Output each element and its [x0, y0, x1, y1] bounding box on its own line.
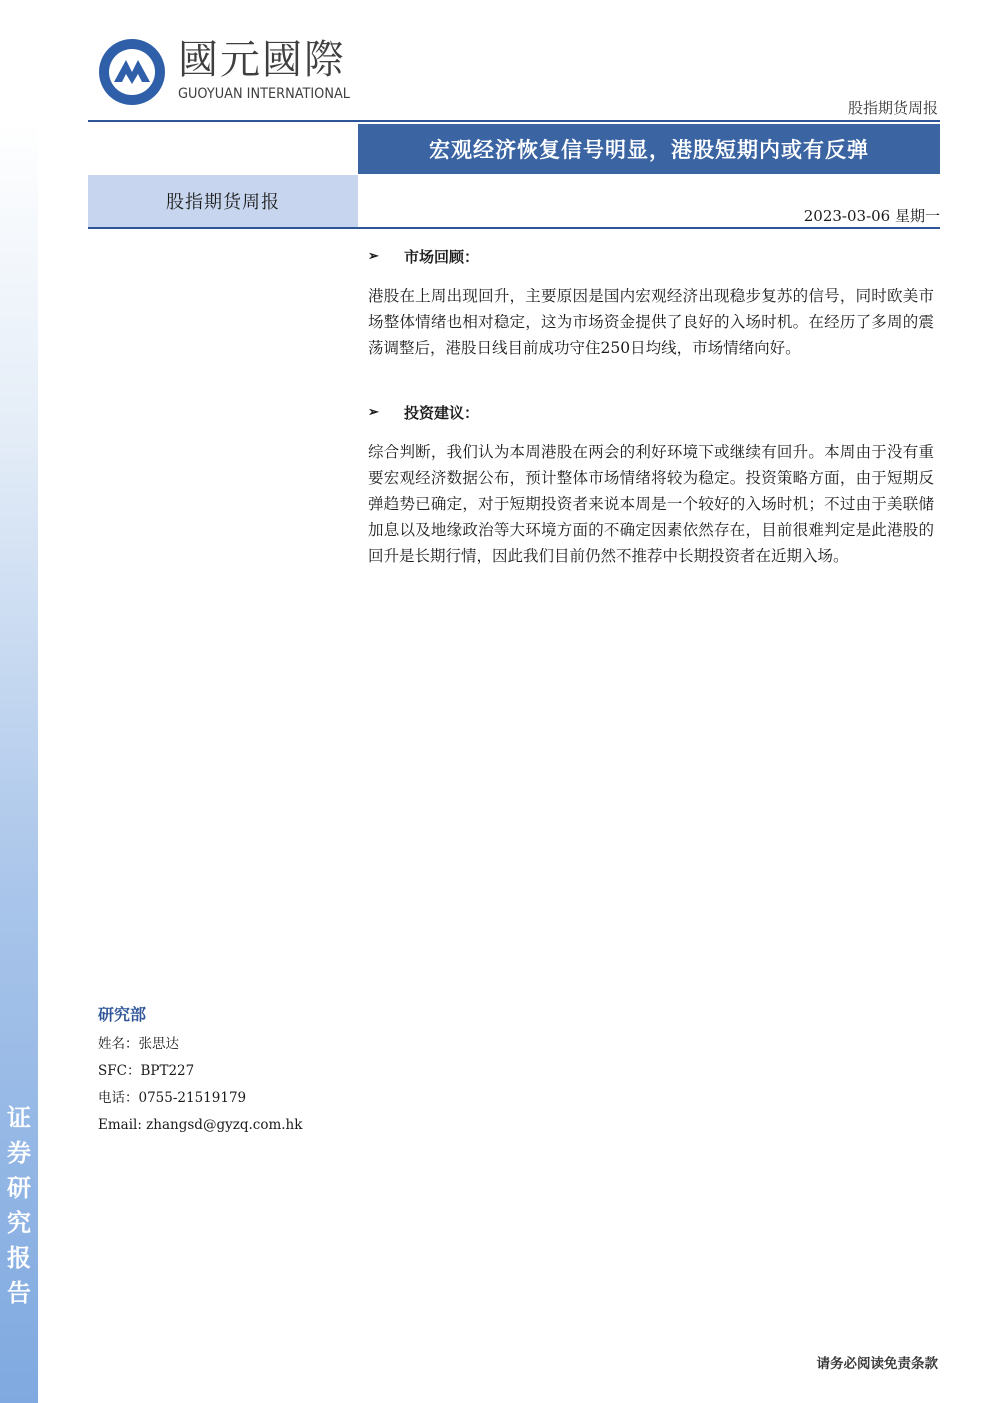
- report-title: 宏观经济恢复信号明显，港股短期内或有反弹: [358, 124, 940, 174]
- title-divider: [88, 227, 940, 229]
- section-body-investment-advice: 综合判断，我们认为本周港股在两会的利好环境下或继续有回升。本周由于没有重要宏观经济数据公布，预计整体市场情绪将较为稳定。投资策略方面，由于短期反弹趋势已确定，对于短期投资者来说本周是一个较好的入场时机；不过由于美联储加息以及地缘政治等大环境方面的不确定因素依然存在，目前很难判定是此港股的回升是长期行情，因此我们目前仍然不推荐中长期投资者在近期入场。: [368, 443, 934, 565]
- sidebar-char: 券: [7, 1138, 31, 1167]
- header-divider: [88, 120, 940, 122]
- analyst-name: 姓名：张思达: [98, 1036, 179, 1052]
- section-heading-market-review: [368, 246, 479, 267]
- report-date: 2023-03-06 星期一: [803, 207, 940, 225]
- company-logo: [96, 36, 366, 108]
- department-name: 研究部: [98, 1005, 147, 1024]
- analyst-email[interactable]: Email: zhangsd@gyzq.com.hk: [98, 1117, 303, 1133]
- logo-mark-icon: [96, 36, 168, 108]
- sidebar-char: 证: [7, 1103, 31, 1132]
- report-series-label: 股指期货周报: [847, 99, 938, 117]
- arrow-bullet-icon: ➢: [368, 249, 379, 264]
- analyst-phone: 电话：0755-21519179: [98, 1090, 247, 1106]
- disclaimer-notice: 请务必阅读免责条款: [816, 1356, 938, 1372]
- logo-english-name: GUOYUAN INTERNATIONAL: [178, 86, 350, 102]
- section-heading-investment-advice: [368, 402, 479, 423]
- arrow-bullet-icon: ➢: [368, 405, 379, 420]
- sidebar-char: 研: [7, 1173, 31, 1202]
- section-heading-text: 投资建议：: [404, 404, 480, 422]
- analyst-sfc: SFC：BPT227: [98, 1063, 195, 1079]
- logo-chinese-name: 國元國際: [178, 37, 346, 83]
- sidebar-char: 究: [7, 1208, 31, 1237]
- section-heading-text: 市场回顾：: [404, 248, 480, 266]
- sidebar-char: 报: [7, 1243, 31, 1272]
- report-type-box: 股指期货周报: [88, 175, 358, 227]
- analyst-contact: [98, 1002, 302, 1139]
- section-body-market-review: 港股在上周出现回升，主要原因是国内宏观经济出现稳步复苏的信号，同时欧美市场整体情绪也相对稳定，这为市场资金提供了良好的入场时机。在经历了多周的震荡调整后，港股日线目前成功守住250日均线，市场情绪向好。: [368, 287, 934, 357]
- sidebar-char: 告: [7, 1278, 31, 1307]
- sidebar-label: [4, 1100, 34, 1310]
